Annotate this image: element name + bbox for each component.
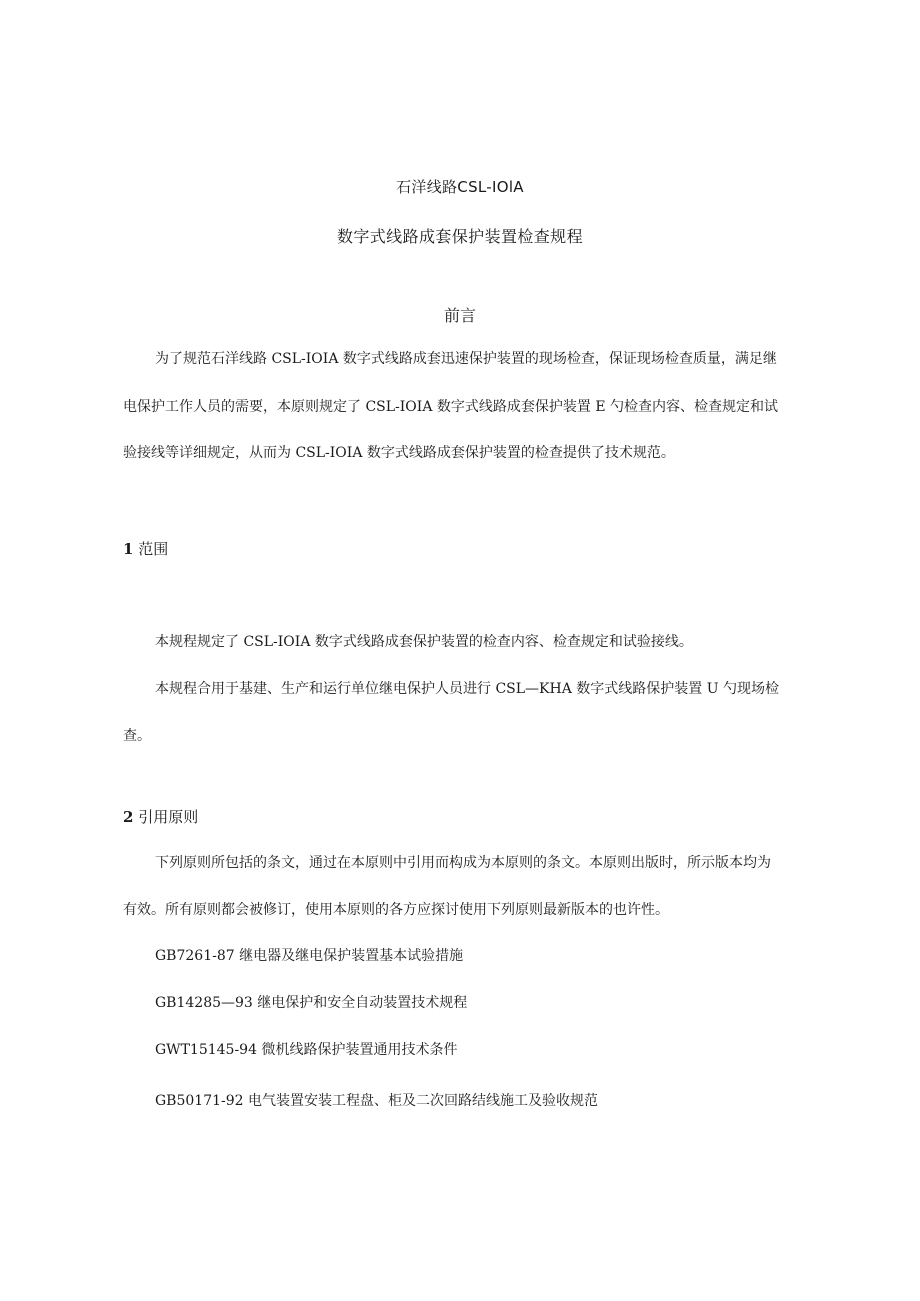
section-1-paragraph-line: 本规程合用于基建、生产和运行单位继电保护人员进行 CSL—KHA 数字式线路保护装置 U 勺现场检 (155, 681, 779, 697)
section-1-heading (123, 538, 168, 559)
preface-paragraph-line: 为了规范石洋线路 CSL-IOIA 数字式线路成套迅速保护装置的现场检查，保证现场检查质量，满足继 (155, 351, 777, 367)
reference-item: GWT15145-94 微机线路保护装置通用技术条件 (155, 1042, 458, 1058)
preface-paragraph-line: 电保护工作人员的需要，本原则规定了 CSL-IOIA 数字式线路成套保护装置 E 勺检查内容、检查规定和试 (123, 399, 778, 415)
section-2-paragraph-line: 下列原则所包括的条文，通过在本原则中引用而构成为本原则的条文。本原则出版时，所示版本均为 (155, 855, 771, 871)
reference-item: GB50171-92 电气装置安装工程盘、柜及二次回路结线施工及验收规范 (155, 1093, 599, 1109)
document-title-line-2: 数字式线路成套保护装置检查规程 (336, 227, 583, 246)
preface-heading: 前言 (443, 306, 476, 325)
section-2-number: 2 (123, 808, 134, 826)
section-2-title: 引用原则 (138, 808, 199, 826)
section-2-heading (123, 806, 198, 827)
section-1-paragraph-line: 查。 (123, 728, 151, 744)
section-2-paragraph-line: 有效。所有原则都会被修订，使用本原则的各方应探讨使用下列原则最新版本的也许性。 (123, 902, 669, 918)
document-title-line-1: 石洋线路CSL-IOlA (396, 178, 524, 196)
reference-item: GB14285—93 继电保护和安全自动装置技术规程 (155, 995, 468, 1011)
section-1-number: 1 (123, 540, 134, 558)
section-1-paragraph-line: 本规程规定了 CSL-IOIA 数字式线路成套保护装置的检查内容、检查规定和试验接线。 (155, 634, 693, 650)
reference-item: GB7261-87 继电器及继电保护装置基本试验措施 (155, 948, 464, 964)
section-1-title: 范围 (138, 540, 169, 558)
preface-paragraph-line: 验接线等详细规定，从而为 CSL-IOIA 数字式线路成套保护装置的检查提供了技术规范。 (123, 445, 675, 461)
